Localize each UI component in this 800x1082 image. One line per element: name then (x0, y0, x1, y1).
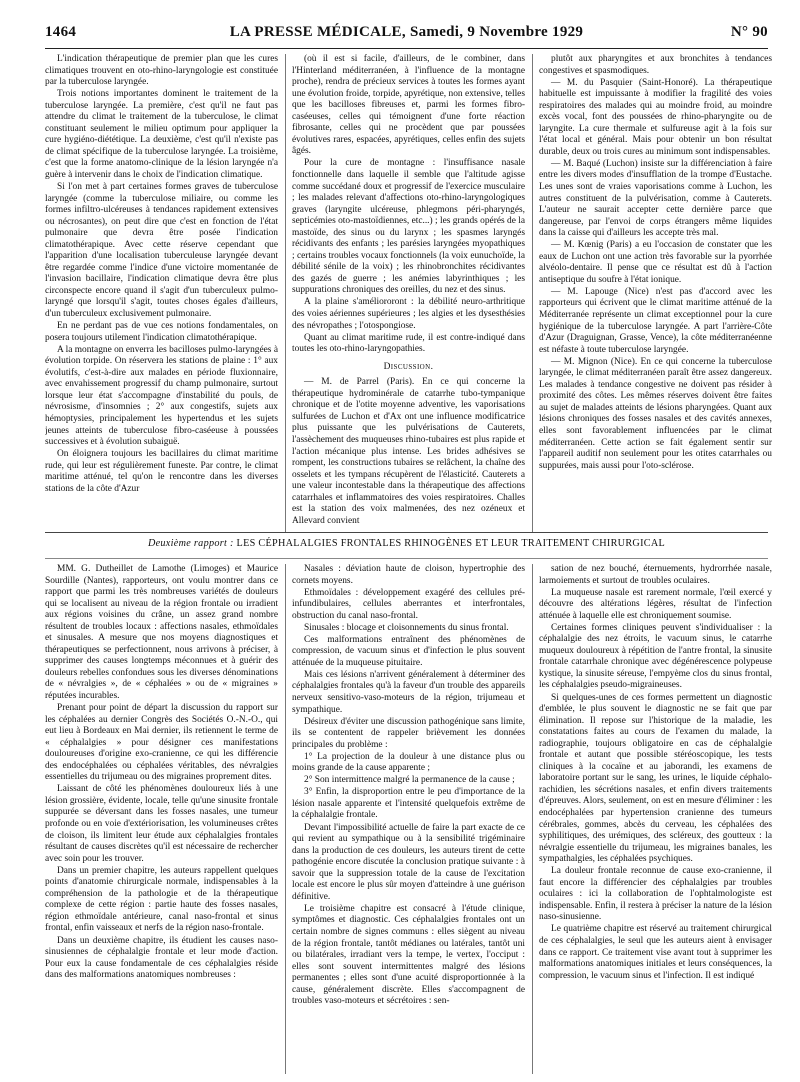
heading-divider (45, 558, 768, 559)
paragraph: En ne perdant pas de vue ces notions fondamentales, on posera toujours utilement l'indication climatothérapique. (45, 321, 278, 343)
paragraph: — M. Kœnig (Paris) a eu l'occasion de constater que les eaux de Luchon ont une action très favorable sur la pyorrhée alvéolo-dentaire. Il pense que ce résultat est dû à l'action antiseptique du soufre à l'état ionique. (539, 240, 772, 285)
top-section (45, 54, 772, 532)
paragraph: L'indication thérapeutique de premier plan que les cures climatiques trouvent en oto-rhino-laryngologie est constituée par la tuberculose laryngée. (45, 54, 278, 88)
paragraph: Pour la cure de montagne : l'insuffisance nasale fonctionnelle dans laquelle il semble que l'altitude agisse comme succédané doux et progressif de l'exercice musculaire ; les malades relevant d'affections oto-rhino-laryngologiques graves (laryngite ulcéreuse, phlegmons péri-pharyngés, septicémies oto-mastoïdiennes, etc...) ; les grands opérés de la mastoïde, des sinus ou du larynx ; les spasmes laryngés récidivants des enfants ; les parésies laryngées myopathiques ; certains troubles vocaux fonctionnels (la voix eunuchoïde, la débilité sénile de la voix) ; les rhinobronchites récidivantes des gazés de guerre ; les anémies labyrinthiques ; les suppurations chroniques des oreilles, du nez et des sinus. (292, 158, 525, 296)
report-lead: Deuxième rapport : (147, 538, 234, 549)
paragraph: Sinusales : blocage et cloisonnements du sinus frontal. (304, 622, 509, 633)
top-column-1 (45, 54, 278, 532)
paragraph: Dans un premier chapitre, les auteurs rappellent quelques points d'anatomie chirurgicale normale, indispensables à la compréhension de la pathologie et de la thérapeutique complexe de cette région : partie haute des fosses nasales, région ethmoïdale antérieure, canal naso-frontal et sinus frontal, enfin vaisseaux et nerfs de la région naso-frontale. (45, 865, 278, 934)
issue-number: N° 90 (730, 24, 768, 40)
bottom-section (45, 564, 772, 1074)
column-divider (285, 54, 286, 532)
paragraph: Le troisième chapitre est consacré à l'étude clinique, symptômes et diagnostic. Ces céphalalgies frontales ont un certain nombre de signes communs : elles siègent au niveau de la région frontale, tantôt médianes ou latérales, tantôt uni ou bilatérales, irradiant vers la tempe, le vertex, l'occiput : elles sont souvent intermittentes malgré des lésions permanentes ; elles sont d'une acuité disproportionnée à la cause, généralement discrète. Elles s'accompagnent de troubles vaso-moteurs et sécrétoires : sen- (292, 903, 525, 1007)
paragraph: — M. du Pasquier (Saint-Honoré). La thérapeutique habituelle est impuissante à modifier la fragilité des voies respiratoires des malades qui au moindre froid, au moindre excès vocal, font des poussées de rhino-pharyngite ou de laryngite. La cure thermale et sulfureuse agit à la fois sur l'état local et général. Mais pour obtenir un bon résultat durable, deux ou trois cures au minimum sont indispensables. (539, 77, 772, 157)
paragraph: — M. Mignon (Nice). En ce qui concerne la tuberculose laryngée, le climat méditerranéen paraît être assez dangereux. Les malades à tendance congestive ne doivent pas résider à proximité des côtes. Les mêmes réserves doivent être faites au sujet de malades atteints de lésions pharyngées. Quant aux lésions chroniques des fosses nasales et des cavités annexes, elles sont favorablement influencées par le climat méditerranéen. Cette action se fait également sentir sur l'appareil auditif non seulement pour les otites catarrhales ou suppurées, mais aussi pour l'oto-sclérose. (539, 356, 772, 471)
paragraph: Devant l'impossibilité actuelle de faire la part exacte de ce qui revient au sympathique ou à la sensibilité trigéminaire dans la production de ces douleurs, les auteurs tirent de cette pathogénie encore discutée la conclusion pratique suivante : à savoir que la suppression totale de la cause de l'excitation locale est encore le plus sûr moyen d'atteindre à une guérison définitive. (292, 822, 525, 902)
bottom-column-2 (292, 564, 525, 1074)
paragraph: Prenant pour point de départ la discussion du rapport sur les céphalées au dernier Congrès des Sociétés O.-N.-O., qui eut lieu à Bordeaux en Mai dernier, ils retiennent le terme de « céphalalgies » pour désigner ces manifestations douloureuses d'origine exo-cranienne, ce qui les différencie des endocéphalées ou céphalées véritables, des névralgies essentielles du trijumeau ou des migraines proprement dites. (45, 703, 278, 783)
paragraph: Nasales : déviation haute de cloison, hypertrophie des cornets moyens. (292, 564, 525, 586)
paragraph: — M. de Parrel (Paris). En ce qui concerne la thérapeutique hydrominérale de catarrhe tubo-tympanique chronique et de l'otite moyenne adventive, les vaporisations sulfurées de Luchon et d'Ax ont une influence modificatrice plus puissante que les pulvérisations de Cauterets, l'assèchement des muqueuses rhino-tubaires est plus rapide et l'action mécanique plus intense. Les brides adhésives se rompent, les constructions tubaires se relâchent, la chaîne des osselets et les tympans récupèrent de l'élasticité. Cauterets a une valeur incontestable dans la thérapeutique des affections catarrhales et inflammatoires des voies respiratoires. Challes est la station des voix malmenées, des nez ozéneux et Allevard convient (292, 377, 525, 526)
paragraph: 1° La projection de la douleur à une distance plus ou moins grande de la cause apparente ; (292, 751, 525, 774)
paragraph: Ces malformations entraînent des phénomènes de compression, de vacuum sinus et d'infection le plus souvent atténuée de la muqueuse pituitaire. (292, 634, 525, 668)
page-number: 1464 (45, 24, 77, 40)
top-column-2 (292, 54, 525, 532)
paragraph: On éloignera toujours les bacillaires du climat maritime rude, qui leur est régulièrement funeste. Par contre, le climat maritime atténué, tel qu'on le rencontre dans les diverses stations de la côte d'Azur (45, 449, 278, 494)
paragraph: Laissant de côté les phénomènes douloureux liés à une lésion grossière, évidente, locale, telle qu'une sinusite frontale suppurée se déversant dans les fosses nasales, une tumeur profonde ou en voie d'extériorisation, les volumineuses crêtes de cloison, ils limitent leur étude aux céphalalgies frontales résultant de causes discrètes qu'il est nécessaire de rechercher avec soin pour les trouver. (45, 784, 278, 864)
paragraph: Ethmoïdales : développement exagéré des cellules pré-infundibulaires, cellules aberrantes et interfrontales, obstruction du canal naso-frontal. (292, 587, 525, 621)
paragraph: Si quelques-unes de ces formes permettent un diagnostic d'emblée, le plus souvent le diagnostic ne se fait que par élimination. Il repose sur l'historique de la maladie, les constatations faites au cours de l'examen du malade, la radiographie, toujours obligatoire en cas de céphalalgie frontale et autant que possible stéréoscopique, les tests cliniques à la cocaïne et au jaborandi, les examens de laboratoire portant sur le sang, les urines, le liquide céphalo-rachidien, les sécrétions nasales, et enfin divers traitements d'épreuves. Alors, seulement, on est en mesure d'éliminer : les endocéphalées par hypertension cranienne des tumeurs cérébrales, gommes, abcès du cerveau, les céphalées des syphilitiques, des urémiques, des scléreux, des goutteux : la névralgie essentielle du trijumeau, les migraines banales, les sympathalgies, les céphalées psychiques. (539, 692, 772, 865)
paragraph: Trois notions importantes dominent le traitement de la tuberculose laryngée. La première, c'est qu'il ne faut pas attendre du climat le traitement de la tuberculose, le climat constituant seulement le milieu optimum pour appliquer la cure hygiéno-diététique. La deuxième, c'est qu'il n'existe pas de climat spécifique de la tuberculose laryngée. La troisième, c'est que la forme anatomo-clinique de la lésion laryngée n'a guère à intervenir dans le choix de l'indication climatique. (45, 89, 278, 180)
report-heading (45, 538, 768, 556)
column-divider (532, 54, 533, 532)
paragraph: (où il est si facile, d'ailleurs, de le combiner, dans l'Hinterland méditerranéen, à l'influence de la montagne proche), rendra de précieux services à toutes les formes ayant une évolution froide, torpide, apyrétique, non extensive, telles que les bacilloses fibreuses et, parmi les formes fibro-caséeuses, celles qui témoignent d'une forte réaction fibrosante, celles qui ne procèdent que par poussées évolutives rares, espacées, apyrétiques, celles enfin des sujets âgés. (292, 54, 525, 157)
paragraph: La douleur frontale reconnue de cause exo-cranienne, il faut encore la différencier des céphalalgies par troubles oculaires : ici la collaboration de l'ophtalmologiste est indispensable. Enfin, il restera à préciser la nature de la lésion naso-sinusienne. (539, 866, 772, 923)
discussion-heading: Discussion. (383, 361, 434, 372)
publication-title: LA PRESSE MÉDICALE, Samedi, 9 Novembre 1929 (229, 24, 584, 40)
paragraph: A la montagne on enverra les bacilloses pulmo-laryngées à évolution torpide. On réservera les stations de plaine : 1° aux évolutifs, c'est-à-dire aux malades en période fluxionnaire, avec envahissement progressif du champ pulmonaire, surtout lorsque leur état s'accompagne d'instabilité du pouls, de névrosisme, d'insomnies ; 2° aux congestifs, sujets aux hémoptysies, principalement les hypertendus et les sujets jeunes atteints de tuberculose fibro-caséeuse à poussées successives et à évolution subaiguë. (45, 344, 278, 448)
paragraph: A la plaine s'améliororont : la débilité neuro-arthritique des voies aériennes supérieures ; les algies et les dysesthésies des névropathes ; l'otospongiose. (292, 297, 525, 331)
section-divider (45, 532, 768, 533)
bottom-column-3 (539, 564, 772, 1074)
paragraph: Dans un deuxième chapitre, ils étudient les causes naso-sinusiennes de céphalalgie frontale et leur mode d'action. Pour eux la cause fondamentale de ces céphalalgies réside dans des malformations anatomiques nombreuses : (45, 935, 278, 981)
paragraph: Le quatrième chapitre est réservé au traitement chirurgical de ces céphalalgies, le seul que les auteurs aient à envisager dans ce rapport. Ce traitement vise avant tout à supprimer les malformations anatomiques initiales et leurs conséquences, la compression, le vacuum sinus et l'infection. Il est indiqué (539, 924, 772, 981)
column-divider (532, 564, 533, 1074)
paragraph: Quant au climat maritime rude, il est contre-indiqué dans toutes les oto-rhino-laryngopathies. (292, 332, 525, 355)
page-header (45, 18, 768, 49)
paragraph: 2° Son intermittence malgré la permanence de la cause ; (304, 775, 515, 786)
paragraph: — M. Baqué (Luchon) insiste sur la différenciation à faire entre les divers modes d'insufflation de la trompe d'Eustache. Les unes sont de vraies vaporisations comme à Luchon, les autres constituent de la pulvérisation, comme à Cauterets. L'auteur ne saurait accepter cette dernière parce que dangereuse, par l'envoi de corps étrangers même liquides dans la caisse qui d'ailleurs les accepte très mal. (539, 158, 772, 239)
bottom-column-1 (45, 564, 278, 1074)
paragraph: Désireux d'éviter une discussion pathogénique sans limite, ils se contentent de rappeler brièvement les données principales du problème : (292, 716, 525, 750)
paragraph: — M. Lapouge (Nice) n'est pas d'accord avec les rapporteurs qui écrivent que le climat maritime atténué de la Méditerranée représente un climat exceptionnel pour la cure hygiénique de la tuberculose laryngée. A part l'arrière-Côte d'Azur (Draguignan, Grasse, Vence), la côte méditerranéenne est néfaste à toute tuberculose laryngée. (539, 286, 772, 355)
paragraph: Mais ces lésions n'arrivent généralement à déterminer des céphalalgies frontales qu'à la faveur d'un trouble des appareils nerveux sensitivo-vaso-moteurs de la région, trijumeau et sympathique. (292, 669, 525, 715)
top-column-3 (539, 54, 772, 532)
paragraph: MM. G. Dutheillet de Lamothe (Limoges) et Maurice Sourdille (Nantes), rapporteurs, ont voulu montrer dans ce rapport que parmi les très nombreuses variétés de douleurs qui se localisent au niveau de la région frontale ou irradient aux régions voisines du crâne, un assez grand nombre résultent de troubles locaux : affections nasales, ethmoïdales et sinusales. A mesure que nos moyens diagnostiques et thérapeutiques se perfectionnent, nous arrivons à préciser, à supprimer des causes longtemps méconnues et à guérir des douleurs rebelles confondues sous les diverses dénominations de « névralgies », de « céphalées » ou de « migraines » réputées incurables. (45, 564, 278, 702)
paragraph: sation de nez bouché, éternuements, hydrorrhée nasale, larmoiements et surtout de troubles oculaires. (539, 564, 772, 586)
paragraph: La muqueuse nasale est rarement normale, l'œil exercé y découvre des altérations légères, résultat de l'infection atténuée à laquelle elle est chroniquement soumise. (539, 587, 772, 621)
paragraph: Certaines formes cliniques peuvent s'individualiser : la céphalalgie des nez étroits, le vacuum sinus, le catarrhe muqueux douloureux à répétition de l'antre frontal, la sinusite frontale catarrhale chronique avec dégénérescence polypeuse kystique, la sinusite séreuse, l'empyème clos du sinus frontal, les céphalalgies pseudo-migraineuses. (539, 622, 772, 691)
column-divider (285, 564, 286, 1074)
paragraph: 3° Enfin, la disproportion entre le peu d'importance de la lésion nasale apparente et l'intensité quelquefois extrême de la céphalalgie frontale. (292, 787, 525, 821)
report-title: LES CÉPHALALGIES FRONTALES RHINOGÈNES ET LEUR TRAITEMENT CHIRURGICAL (236, 538, 666, 549)
paragraph: plutôt aux pharyngites et aux bronchites à tendances congestives et spasmodiques. (539, 54, 772, 76)
paragraph: Si l'on met à part certaines formes graves de tuberculose laryngée (comme la tuberculose miliaire, ou comme les formes infiltro-ulcéreuses à tendances rapidement extensives ou nécrosantes), on peut dire que c'est en fonction de l'état pulmonaire que devra être posée l'indication climatothérapique. Avec cette réserve cependant que l'apparition d'une localisation tuberculeuse laryngée devant être regardée comme l'indice d'une victoire momentanée de l'invasion bacillaire, l'indication climatique devra être plus circonspecte encore quand il s'agit d'un tuberculeux pulmo-laryngé que lorsqu'il s'agit, toutes choses égales d'ailleurs, d'un tuberculeux exclusivement pulmonaire. (45, 182, 278, 320)
